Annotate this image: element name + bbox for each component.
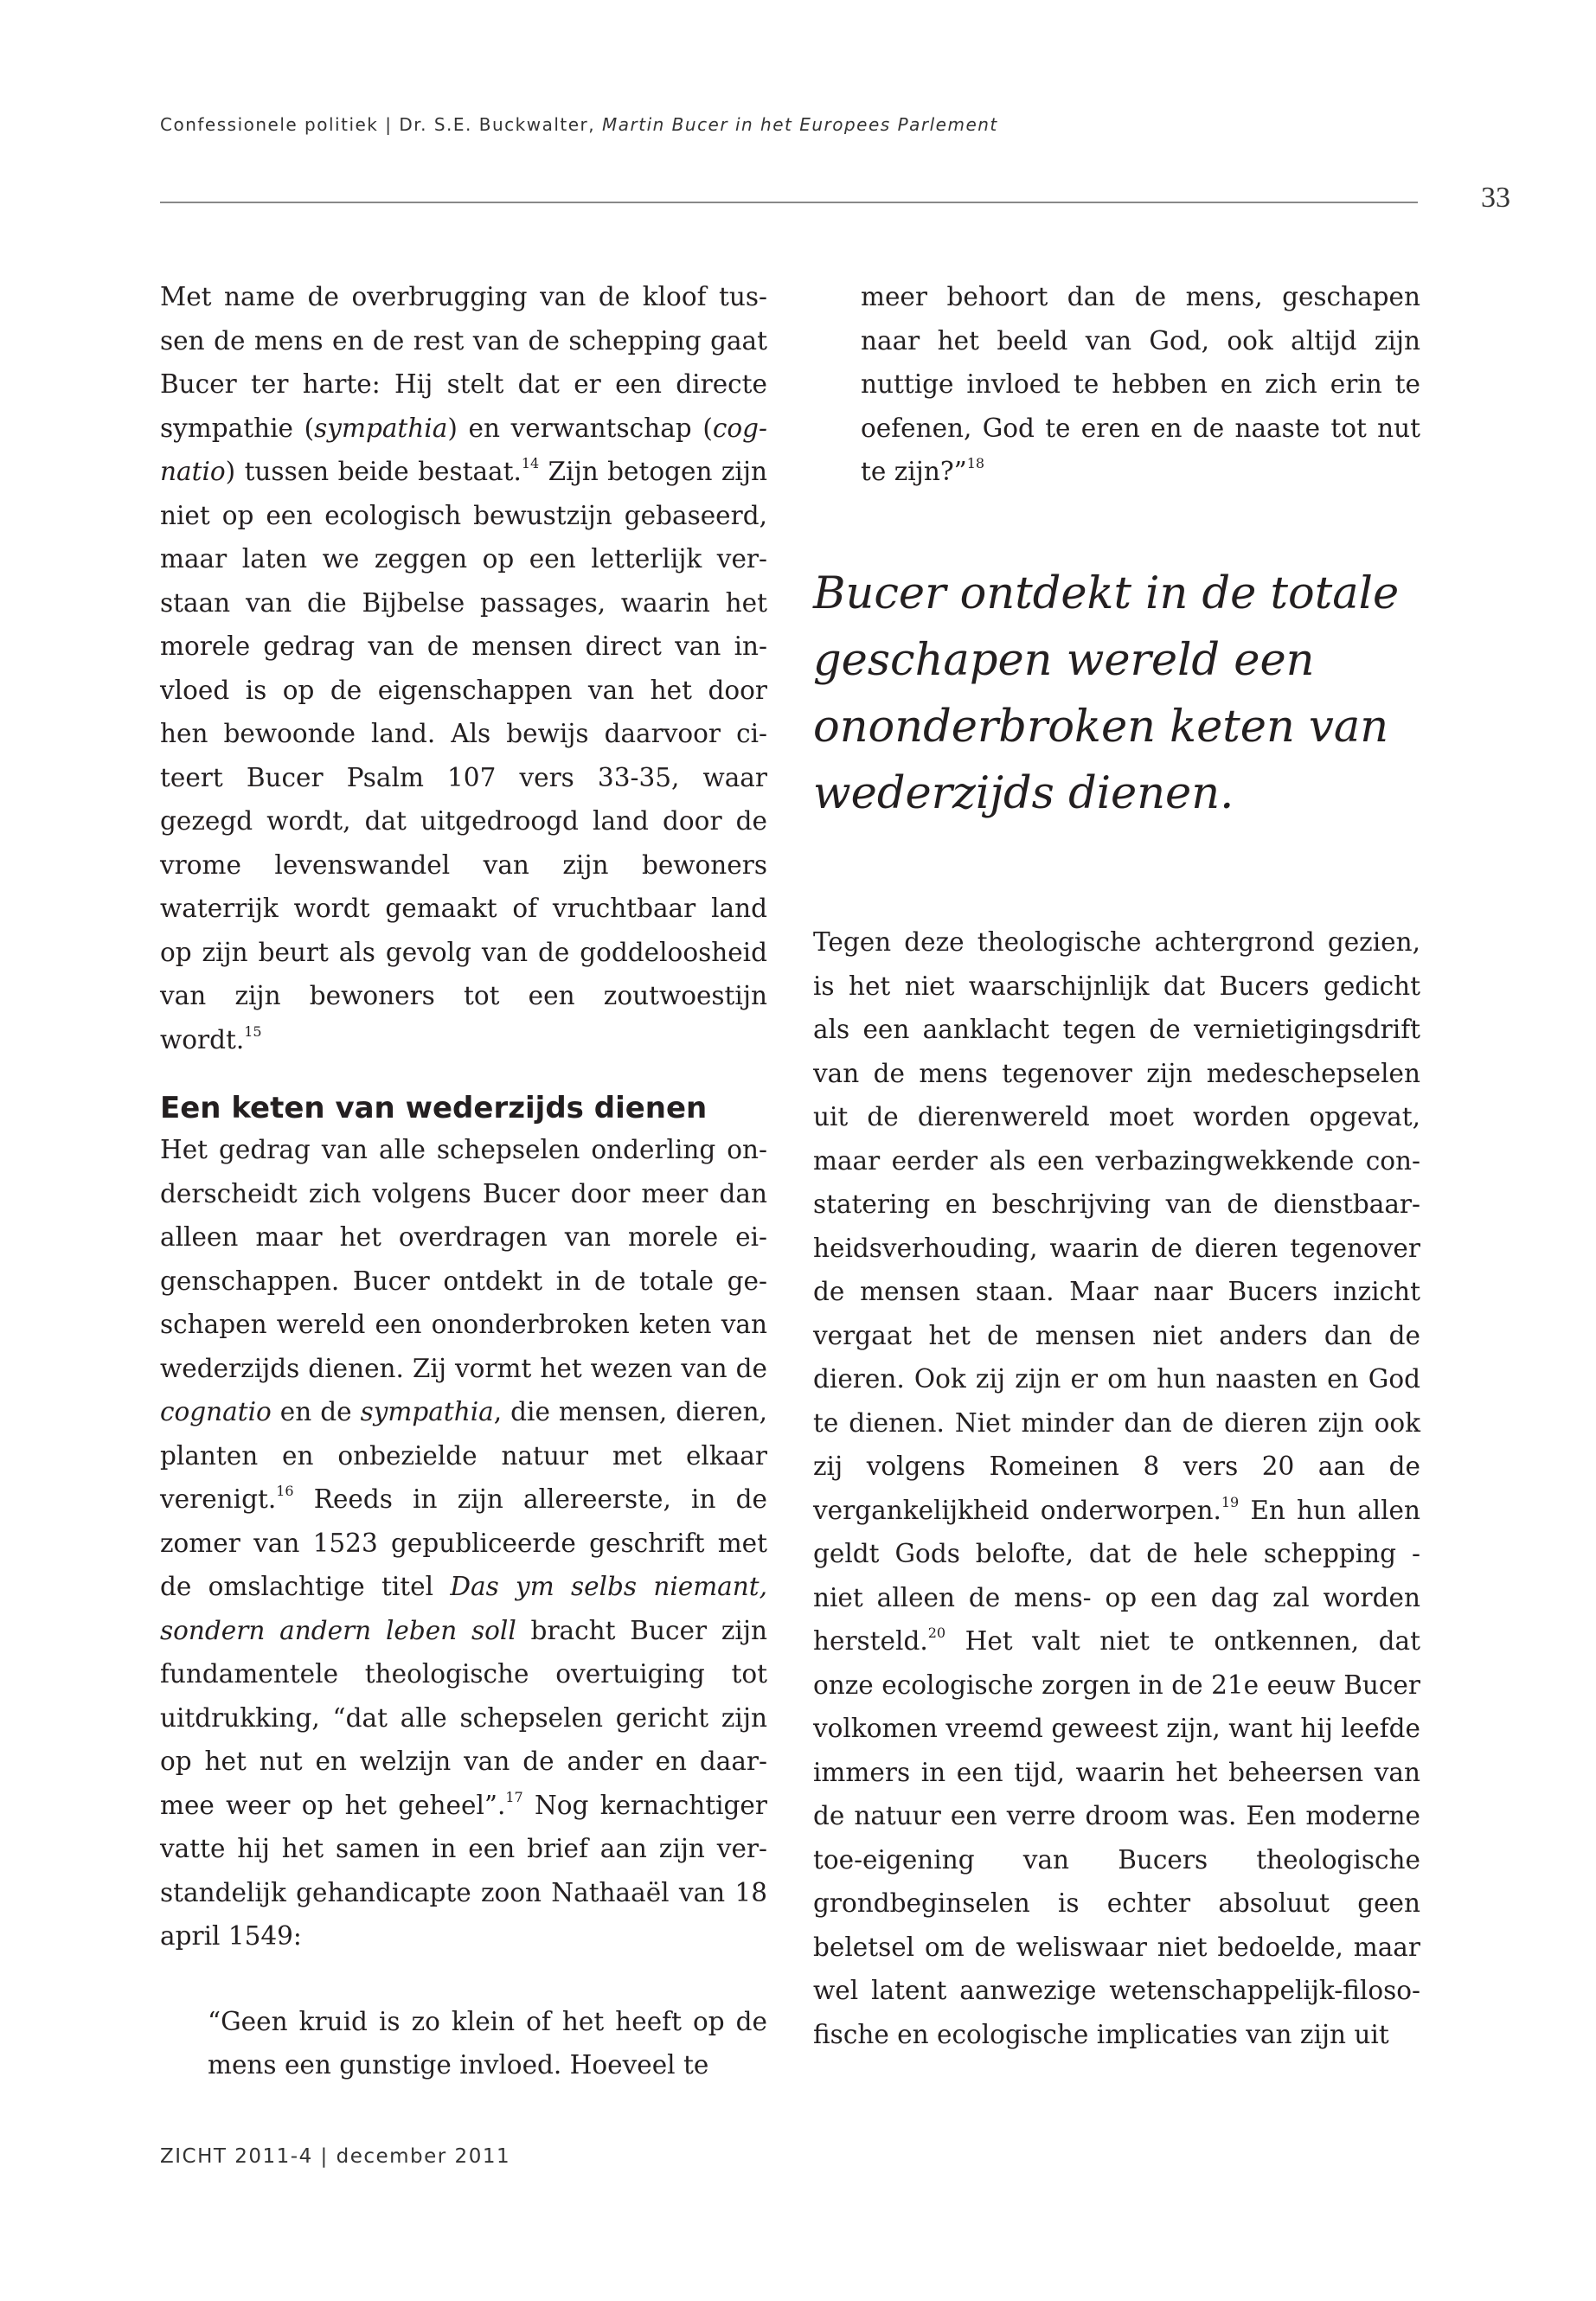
text-run: En hun allen geldt Gods belofte, dat de hele schepping - niet alleen de mens- op een dag zal worden hersteld. bbox=[813, 1495, 1420, 1656]
footnote-ref: 20 bbox=[927, 1625, 946, 1641]
paragraph-3 bbox=[813, 920, 1420, 2056]
header-separator: | bbox=[385, 114, 393, 135]
left-column bbox=[160, 275, 767, 2087]
running-head bbox=[160, 114, 998, 135]
text-run: Tegen deze theologische achtergrond gezien, is het niet waarschijnlijk dat Bucers gedicht als een aanklacht tegen de vernietigingsdrift van de mens tegenover zijn medeschepselen uit de dierenwereld moet worden opgevat, maar eerder als een verbazingwekkende constatering en beschrijving van de dienstbaarheidsverhouding, waarin de dieren tegenover de mensen staan. Maar naar Bucers inzicht vergaat het de mensen niet anders dan de dieren. Ook zij zijn er om hun naasten en God te dienen. Niet minder dan de dieren zijn ook zij volgens Romeinen 8 vers 20 aan de vergankelijkheid onderworpen. bbox=[813, 927, 1420, 1525]
article-title: Martin Bucer in het Europees Parlement bbox=[602, 114, 998, 135]
page-number: 33 bbox=[1481, 182, 1510, 214]
right-column bbox=[813, 275, 1420, 494]
text-run: , die mensen, dieren, planten en onbezielde natuur met elkaar verenigt. bbox=[160, 1397, 768, 1514]
text-run: Nog kernachtiger vatte hij het samen in een brief aan zijn verstandelijk gehandicapte zoon Nathaaël van 18 april 1549: bbox=[160, 1790, 767, 1951]
text-run: Zijn betogen zijn niet op een ecologisch bewustzijn gebaseerd, maar laten we zeggen op een letterlijk verstaan van die Bijbelse passages, waarin het morele gedrag van de mensen direct van invloed is op de eigenschappen van het door hen bewoonde land. Als bewijs daarvoor citeert Bucer Psalm 107 vers 33-35, waar gezegd wordt, dat uitgedroogd land door de vrome levenswandel van zijn bewoners waterrijk wordt gemaakt of vruchtbaar land op zijn beurt als gevolg van de goddeloosheid van zijn bewoners tot een zoutwoestijn wordt. bbox=[160, 457, 767, 1054]
section-title: Confessionele politiek bbox=[160, 114, 379, 135]
header-rule bbox=[160, 202, 1418, 203]
text-run: bracht Bucer zijn fundamentele theologische overtuiging tot uitdrukking, “dat alle schepselen gericht zijn op het nut en welzijn van de ander en daarmee weer op het geheel”. bbox=[160, 1615, 767, 1820]
text-run: ) en verwantschap ( bbox=[447, 413, 713, 443]
italic-book-title: Das ym selbs niemant, sondern andern leben soll bbox=[160, 1572, 768, 1645]
right-column-lower bbox=[813, 920, 1420, 2056]
footnote-ref: 14 bbox=[521, 455, 540, 471]
footnote-ref: 15 bbox=[244, 1022, 262, 1040]
text-run: Met name de overbrugging van de kloof tussen de mens en de rest van de schepping gaat Bucer ter harte: Hij stelt dat er een directe sympathie ( bbox=[160, 282, 767, 443]
paragraph-1 bbox=[160, 275, 767, 1061]
footnote-ref: 18 bbox=[966, 455, 985, 471]
footnote-ref: 19 bbox=[1221, 1493, 1240, 1510]
block-quote-start: “Geen kruid is zo klein of het heeft op de mens een gunstige invloed. Hoeveel te bbox=[208, 2006, 767, 2080]
text-run: Het gedrag van alle schepselen onderling onderscheidt zich volgens Bucer door meer dan alleen maar het overdragen van morele eigenschappen. Bucer ontdekt in de totale geschapen wereld een ononderbroken keten van wederzijds dienen. Zij vormt het wezen van de bbox=[160, 1135, 767, 1383]
text-run: meer behoort dan de mens, geschapen naar het beeld van God, ook altijd zijn nuttige invloed te hebben en zich erin te oefenen, God te eren en de naaste tot nut te zijn?” bbox=[861, 282, 1420, 486]
text-run: ) tussen beide bestaat. bbox=[225, 457, 522, 486]
italic-term: sympathia bbox=[314, 413, 448, 443]
footer: ZICHT 2011-4 | december 2011 bbox=[160, 2145, 511, 2168]
text-run: Het valt niet te ontkennen, dat onze ecologische zorgen in de 21e eeuw Bucer volkomen vreemd geweest zijn, want hij leefde immers in een tijd, waarin het beheersen van de natuur een verre droom was. Een moderne toe-eigening van Bucers theologische grondbeginselen is echter absoluut geen beletsel om de weliswaar niet bedoelde, maar wel latent aanwezige wetenschappelijk-filosofische en ecologische implicaties van zijn uit bbox=[813, 1626, 1420, 2049]
author-name: Dr. S.E. Buckwalter, bbox=[399, 114, 596, 135]
text-run: Reeds in zijn allereerste, in de zomer van 1523 gepubliceerde geschrift met de omslachtige titel bbox=[160, 1484, 767, 1601]
italic-term: cognatio bbox=[160, 413, 767, 486]
footnote-ref: 17 bbox=[505, 1788, 523, 1805]
paragraph-2 bbox=[160, 1128, 767, 1958]
footnote-ref: 16 bbox=[276, 1483, 294, 1499]
block-quote-end bbox=[813, 275, 1420, 494]
section-heading: Een keten van wederzijds dienen bbox=[160, 1091, 708, 1125]
text-run: en de bbox=[271, 1397, 361, 1426]
pull-quote: Bucer ontdekt in de totale geschapen wereld een ononderbroken keten van wederzijds dienen. bbox=[813, 568, 1400, 819]
italic-term: sympathia bbox=[360, 1397, 494, 1426]
italic-term: cognatio bbox=[160, 1397, 272, 1426]
